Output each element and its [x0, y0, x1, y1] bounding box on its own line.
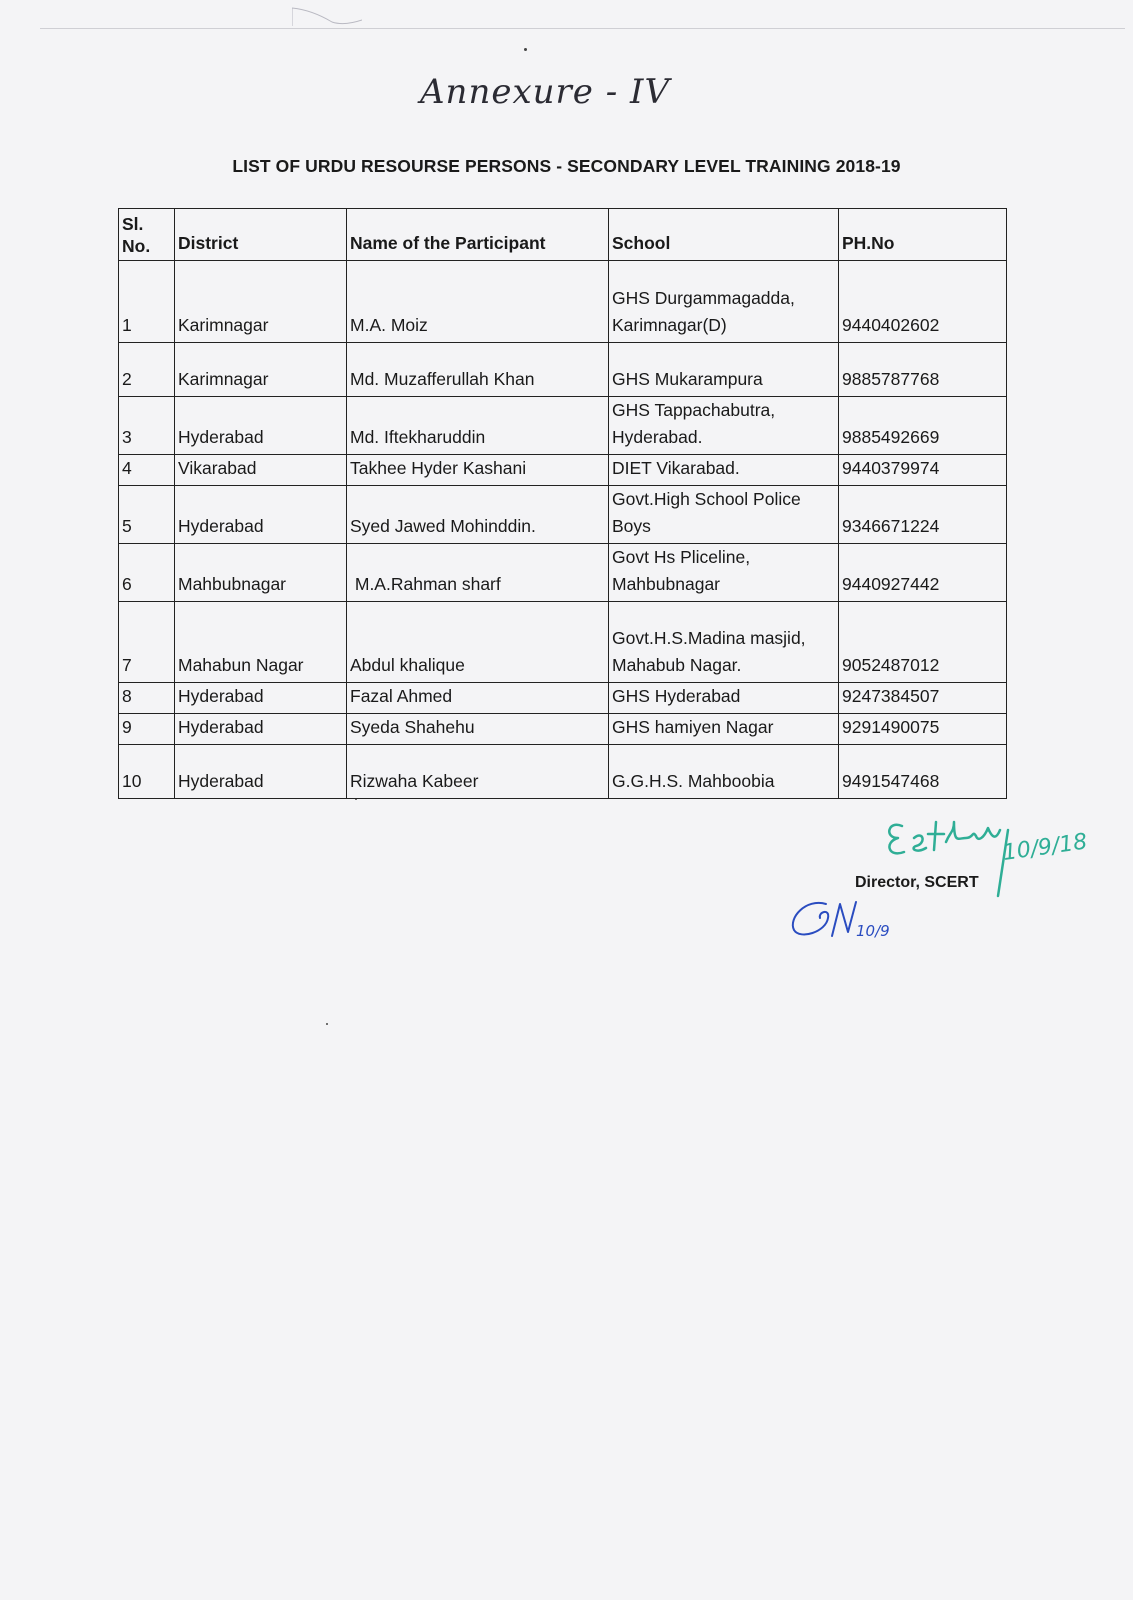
table-row [119, 261, 1007, 343]
cell-sl: 4 [119, 455, 175, 486]
cell-sl: 5 [119, 486, 175, 544]
cell-name: M.A.Rahman sharf [347, 544, 609, 602]
cell-name: Md. Iftekharuddin [347, 397, 609, 455]
school-line2: Mahabub Nagar. [612, 655, 742, 675]
cell-phone: 9440402602 [839, 261, 1007, 343]
annexure-heading: Annexure - IV [420, 72, 671, 112]
table-row [119, 745, 1007, 799]
scan-speck [524, 48, 527, 51]
cell-school: DIET Vikarabad. [609, 455, 839, 486]
table-row [119, 714, 1007, 745]
cell-school: GHS hamiyen Nagar [609, 714, 839, 745]
table-row [119, 683, 1007, 714]
cell-district: Hyderabad [175, 745, 347, 799]
school-line2: Hyderabad. [612, 427, 703, 447]
school-line1: GHS Tappachabutra, [612, 400, 776, 420]
header-school: School [609, 209, 839, 261]
cell-name: Takhee Hyder Kashani [347, 455, 609, 486]
scan-speck [326, 1023, 328, 1025]
table-row [119, 343, 1007, 397]
header-phone: PH.No [839, 209, 1007, 261]
cell-sl: 10 [119, 745, 175, 799]
header-district: District [175, 209, 347, 261]
cell-name: Syeda Shahehu [347, 714, 609, 745]
school-line1: GHS Durgammagadda, [612, 288, 795, 308]
cell-phone: 9052487012 [839, 602, 1007, 683]
cell-school [609, 544, 839, 602]
signature-date-text: 10/9/18 [1001, 829, 1089, 866]
director-designation: Director, SCERT [855, 874, 979, 891]
cell-phone: 9440927442 [839, 544, 1007, 602]
cell-district: Karimnagar [175, 261, 347, 343]
school-line1: Govt.High School Police [612, 489, 801, 509]
cell-phone: 9885492669 [839, 397, 1007, 455]
school-line2: Boys [612, 516, 651, 536]
cell-district: Karimnagar [175, 343, 347, 397]
school-line2: Mahbubnagar [612, 574, 720, 594]
cell-school [609, 397, 839, 455]
document-title: LIST OF URDU RESOURSE PERSONS - SECONDARY LEVEL TRAINING 2018-19 [232, 156, 901, 176]
cell-name: M.A. Moiz [347, 261, 609, 343]
cell-phone: 9291490075 [839, 714, 1007, 745]
cell-sl: 9 [119, 714, 175, 745]
initials-date-text: 10/9 [856, 922, 890, 940]
table-row [119, 602, 1007, 683]
cell-school: GHS Mukarampura [609, 343, 839, 397]
cell-school [609, 602, 839, 683]
cell-sl: 1 [119, 261, 175, 343]
school-line2: Karimnagar(D) [612, 315, 727, 335]
cell-name: Abdul khalique [347, 602, 609, 683]
header-sl-no [119, 209, 175, 261]
cell-phone: 9885787768 [839, 343, 1007, 397]
cell-phone: 9491547468 [839, 745, 1007, 799]
school-line1: Govt Hs Pliceline, [612, 547, 751, 567]
cell-phone: 9247384507 [839, 683, 1007, 714]
cell-sl: 2 [119, 343, 175, 397]
initials-date [856, 922, 916, 952]
cell-district: Hyderabad [175, 683, 347, 714]
cell-sl: 7 [119, 602, 175, 683]
cell-district: Hyderabad [175, 397, 347, 455]
cell-phone: 9440379974 [839, 455, 1007, 486]
header-sl-line2: No. [122, 236, 151, 256]
cell-name: Md. Muzafferullah Khan [347, 343, 609, 397]
scan-top-rule [40, 28, 1125, 29]
table-row [119, 486, 1007, 544]
cell-sl: 3 [119, 397, 175, 455]
cell-name: Fazal Ahmed [347, 683, 609, 714]
cell-name: Syed Jawed Mohinddin. [347, 486, 609, 544]
cell-name: Rizwaha Kabeer [347, 745, 609, 799]
cell-district: Mahbubnagar [175, 544, 347, 602]
cell-district: Vikarabad [175, 455, 347, 486]
cell-school: G.G.H.S. Mahboobia [609, 745, 839, 799]
table-row [119, 544, 1007, 602]
cell-school: GHS Hyderabad [609, 683, 839, 714]
table-row [119, 397, 1007, 455]
table-header-row [119, 209, 1007, 261]
cell-sl: 8 [119, 683, 175, 714]
cell-school [609, 486, 839, 544]
header-participant-name: Name of the Participant [347, 209, 609, 261]
cell-district: Hyderabad [175, 486, 347, 544]
cell-sl: 6 [119, 544, 175, 602]
table-row [119, 455, 1007, 486]
header-sl-line1: Sl. [122, 214, 144, 234]
cell-school [609, 261, 839, 343]
resource-persons-table [118, 208, 1007, 799]
school-line1: Govt.H.S.Madina masjid, [612, 628, 806, 648]
signature-date [1001, 829, 1089, 876]
cell-phone: 9346671224 [839, 486, 1007, 544]
scan-corner-mark [292, 6, 362, 26]
cell-district: Mahabun Nagar [175, 602, 347, 683]
cell-district: Hyderabad [175, 714, 347, 745]
